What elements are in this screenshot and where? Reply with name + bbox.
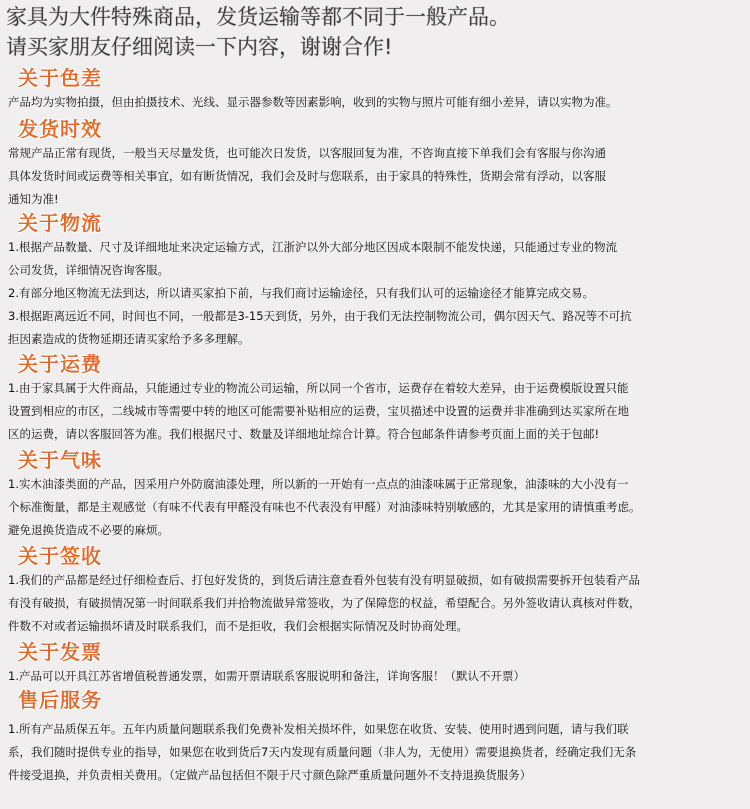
- body-line: 常规产品正常有现货，一般当天尽量发货，也可能次日发货，以客服回复为准，不咨询直接下单我们会有客服与你沟通: [8, 146, 606, 160]
- section-odor: [8, 448, 746, 542]
- section-title: 关于发票: [18, 640, 102, 664]
- section-body: [8, 377, 746, 446]
- section-body: [8, 718, 746, 787]
- intro-line-1: 家具为大件特殊商品，发货运输等都不同于一般产品。: [6, 5, 510, 29]
- section-body: [8, 142, 746, 211]
- body-line: 个标准衡量，都是主观感觉（有味不代表有甲醛没有味也不代表没有甲醛）对油漆味特别敏感的，尤其是家用的请慎重考虑。: [8, 500, 641, 514]
- section-title: 关于物流: [18, 211, 102, 235]
- body-line: 系，我们随时提供专业的指导，如果您在收到货后7天内发现有质量问题（非人为，无使用）需要退换货者，经确定我们无条: [8, 745, 637, 759]
- section-title: 关于运费: [18, 352, 102, 376]
- section-shipping-time: [8, 117, 746, 211]
- body-line: 1.由于家具属于大件商品，只能通过专业的物流公司运输，所以同一个省市，运费存在着较大差异，由于运费模版设置只能: [8, 381, 629, 395]
- body-line: 1.我们的产品都是经过仔细检查后、打包好发货的，到货后请注意查看外包装有没有明显破损，如有破损需要拆开包装看产品: [8, 573, 640, 587]
- section-logistics: [8, 211, 746, 351]
- body-line: 具体发货时间或运费等相关事宜，如有断货情况，我们会及时与您联系，由于家具的特殊性，货期会常有浮动，以客服: [8, 169, 606, 183]
- body-line: 3.根据距离远近不同，时间也不同，一般都是3-15天到货，另外，由于我们无法控制物流公司，偶尔因天气、路况等不可抗: [8, 309, 632, 323]
- body-line: 公司发货，详细情况咨询客服。: [8, 263, 169, 277]
- section-shipping-fee: [8, 352, 746, 446]
- section-title: 关于签收: [18, 544, 102, 568]
- section-after-sales: [8, 688, 746, 787]
- body-line: 1.所有产品质保五年。五年内质量问题联系我们免费补发相关损坏件，如果您在收货、安装、使用时遇到问题，请与我们联: [8, 722, 629, 736]
- body-line: 1.根据产品数量、尺寸及详细地址来决定运输方式，江浙沪以外大部分地区因成本限制不能发快递，只能通过专业的物流: [8, 240, 617, 254]
- body-line: 设置到相应的市区，二线城市等需要中转的地区可能需要补贴相应的运费，宝贝描述中设置的运费并非准确到达买家所在地: [8, 404, 629, 418]
- body-line: 有没有破损，有破损情况第一时间联系我们并拾物流做异常签收，为了保障您的权益，希望配合。另外签收请认真核对件数，: [8, 596, 641, 610]
- section-body: [8, 473, 746, 542]
- body-line: 通知为准!: [8, 192, 59, 206]
- section-title: 售后服务: [18, 688, 102, 712]
- section-invoice: [8, 640, 746, 688]
- section-title: 关于气味: [18, 448, 102, 472]
- body-line: 区的运费，请以客服回答为准。我们根据尺寸、数量及详细地址综合计算。符合包邮条件请参考页面上面的关于包邮!: [8, 427, 600, 441]
- body-line: 拒因素造成的货物延期还请买家给予多多理解。: [8, 332, 250, 346]
- body-line: 件接受退换，并负责相关费用。（定做产品包括但不限于尺寸颜色除严重质量问题外不支持退换货服务）: [8, 768, 532, 782]
- section-body: [8, 236, 746, 351]
- intro-line-2: 请买家朋友仔细阅读一下内容，谢谢合作!: [6, 35, 393, 59]
- section-title: 发货时效: [18, 117, 102, 141]
- body-line: 1.产品可以开具江苏省增值税普通发票，如需开票请联系客服说明和备注，详询客服！（默认不开票）: [8, 669, 525, 683]
- body-line: 件数不对或者运输损坏请及时联系我们，而不是拒收，我们会根据实际情况及时协商处理。: [8, 619, 468, 633]
- body-line: 2.有部分地区物流无法到达，所以请买家拍下前，与我们商讨运输途径，只有我们认可的运输途径才能算完成交易。: [8, 286, 594, 300]
- body-line: 1.实木油漆类面的产品，因采用户外防腐油漆处理，所以新的一开始有一点点的油漆味属于正常现象，油漆味的大小没有一: [8, 477, 629, 491]
- section-color-difference: [8, 66, 746, 114]
- section-title: 关于色差: [18, 66, 102, 90]
- section-receipt: [8, 544, 746, 638]
- body-line: 避免退换货造成不必要的麻烦。: [8, 523, 169, 537]
- section-body: [8, 91, 746, 114]
- section-body: [8, 569, 746, 638]
- intro-notice: [6, 2, 746, 62]
- body-line: 产品均为实物拍摄，但由拍摄技术、光线、显示器参数等因素影响，收到的实物与照片可能有细小差异，请以实物为准。: [8, 95, 618, 109]
- section-body: [8, 665, 746, 688]
